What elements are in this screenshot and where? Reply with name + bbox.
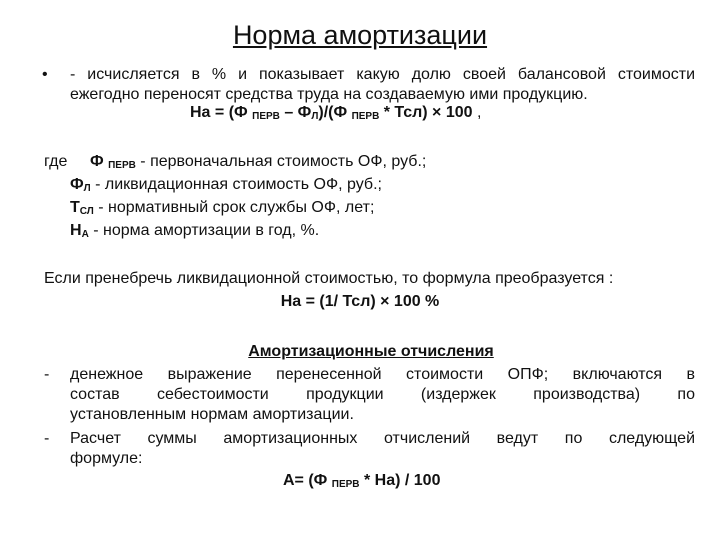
formula-deduction-part: А= (Ф: [283, 472, 332, 489]
dash-marker: -: [44, 366, 50, 383]
definition-symbol: Н: [70, 222, 82, 239]
definition-t-sl: [70, 199, 374, 217]
page-title: Норма амортизации: [232, 20, 488, 50]
deduction-item2-line1: Расчет суммы амортизационных отчислений ведут по следующей: [70, 430, 695, 447]
dash-marker: -: [44, 430, 50, 447]
deduction-item1-line3: установленным нормам амортизации.: [70, 406, 354, 423]
formula-deduction-part: * На) / 100: [359, 472, 441, 489]
definition-subscript: СЛ: [79, 206, 94, 217]
definition-subscript: А: [81, 229, 89, 240]
bullet-marker: •: [42, 66, 48, 83]
formula-norm: [190, 104, 481, 122]
deductions-title: Амортизационные отчисления: [248, 343, 494, 360]
formula-deduction: [283, 472, 440, 490]
deduction-item1-line2: состав себестоимости продукции (издержек производства) по: [70, 386, 695, 403]
intro-line-1: - исчисляется в % и показывает какую долю своей балансовой стоимости: [70, 66, 695, 83]
definition-symbol: Ф: [90, 153, 109, 170]
formula-simplified: На = (1/ Тсл) × 100 %: [280, 293, 440, 310]
definition-text: - нормативный срок службы ОФ, лет;: [93, 199, 375, 216]
formula-norm-sub: ПЕРВ: [252, 111, 280, 122]
definition-text: - первоначальная стоимость ОФ, руб.;: [135, 153, 427, 170]
definition-subscript: ПЕРВ: [108, 160, 136, 171]
formula-deduction-sub: ПЕРВ: [331, 479, 360, 490]
where-label: где: [44, 153, 68, 170]
definition-text: - норма амортизации в год, %.: [88, 222, 320, 239]
deduction-item1-line1: денежное выражение перенесенной стоимости ОПФ; включаются в: [70, 366, 695, 383]
formula-norm-part: )/(Ф: [318, 104, 352, 121]
intro-line-2: ежегодно переносят средства труда на создаваемую ими продукцию.: [70, 86, 588, 103]
neglect-text: Если пренебречь ликвидационной стоимостью, то формула преобразуется :: [44, 270, 614, 287]
definition-subscript: Л: [83, 183, 91, 194]
formula-norm-sub: ПЕРВ: [351, 111, 380, 122]
definition-n-a: [70, 222, 319, 240]
formula-norm-part: * Тсл) × 100: [379, 104, 473, 121]
definition-symbol: Т: [70, 199, 80, 216]
definition-f-perv: [90, 153, 426, 171]
deduction-item2-line2: формуле:: [70, 450, 143, 467]
formula-norm-sub: Л: [311, 111, 319, 122]
definition-text: - ликвидационная стоимость ОФ, руб.;: [90, 176, 382, 193]
formula-norm-tail: ,: [472, 104, 482, 121]
definition-f-l: [70, 176, 382, 194]
formula-norm-part: – Ф: [279, 104, 312, 121]
definition-symbol: Ф: [70, 176, 84, 193]
formula-norm-part: На = (Ф: [190, 104, 253, 121]
